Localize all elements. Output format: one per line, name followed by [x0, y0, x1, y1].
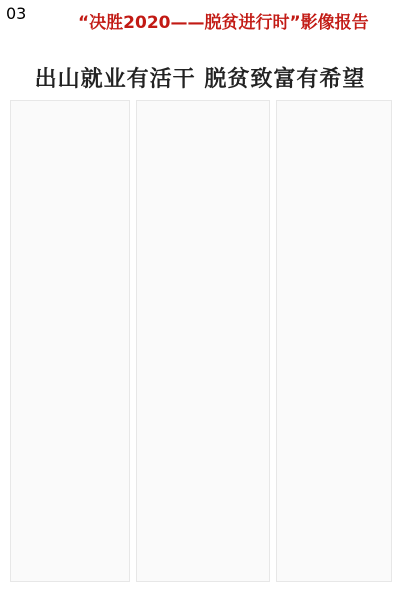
middle-column	[136, 100, 270, 582]
headline: 出山就业有活干 脱贫致富有希望	[34, 67, 366, 92]
page-strap	[0, 0, 400, 46]
left-column	[10, 100, 130, 582]
page-content	[10, 100, 390, 580]
page-number: 03	[6, 4, 27, 23]
strap-title: “决胜2020——脱贫进行时”影像报告	[78, 13, 369, 33]
right-column	[276, 100, 392, 582]
